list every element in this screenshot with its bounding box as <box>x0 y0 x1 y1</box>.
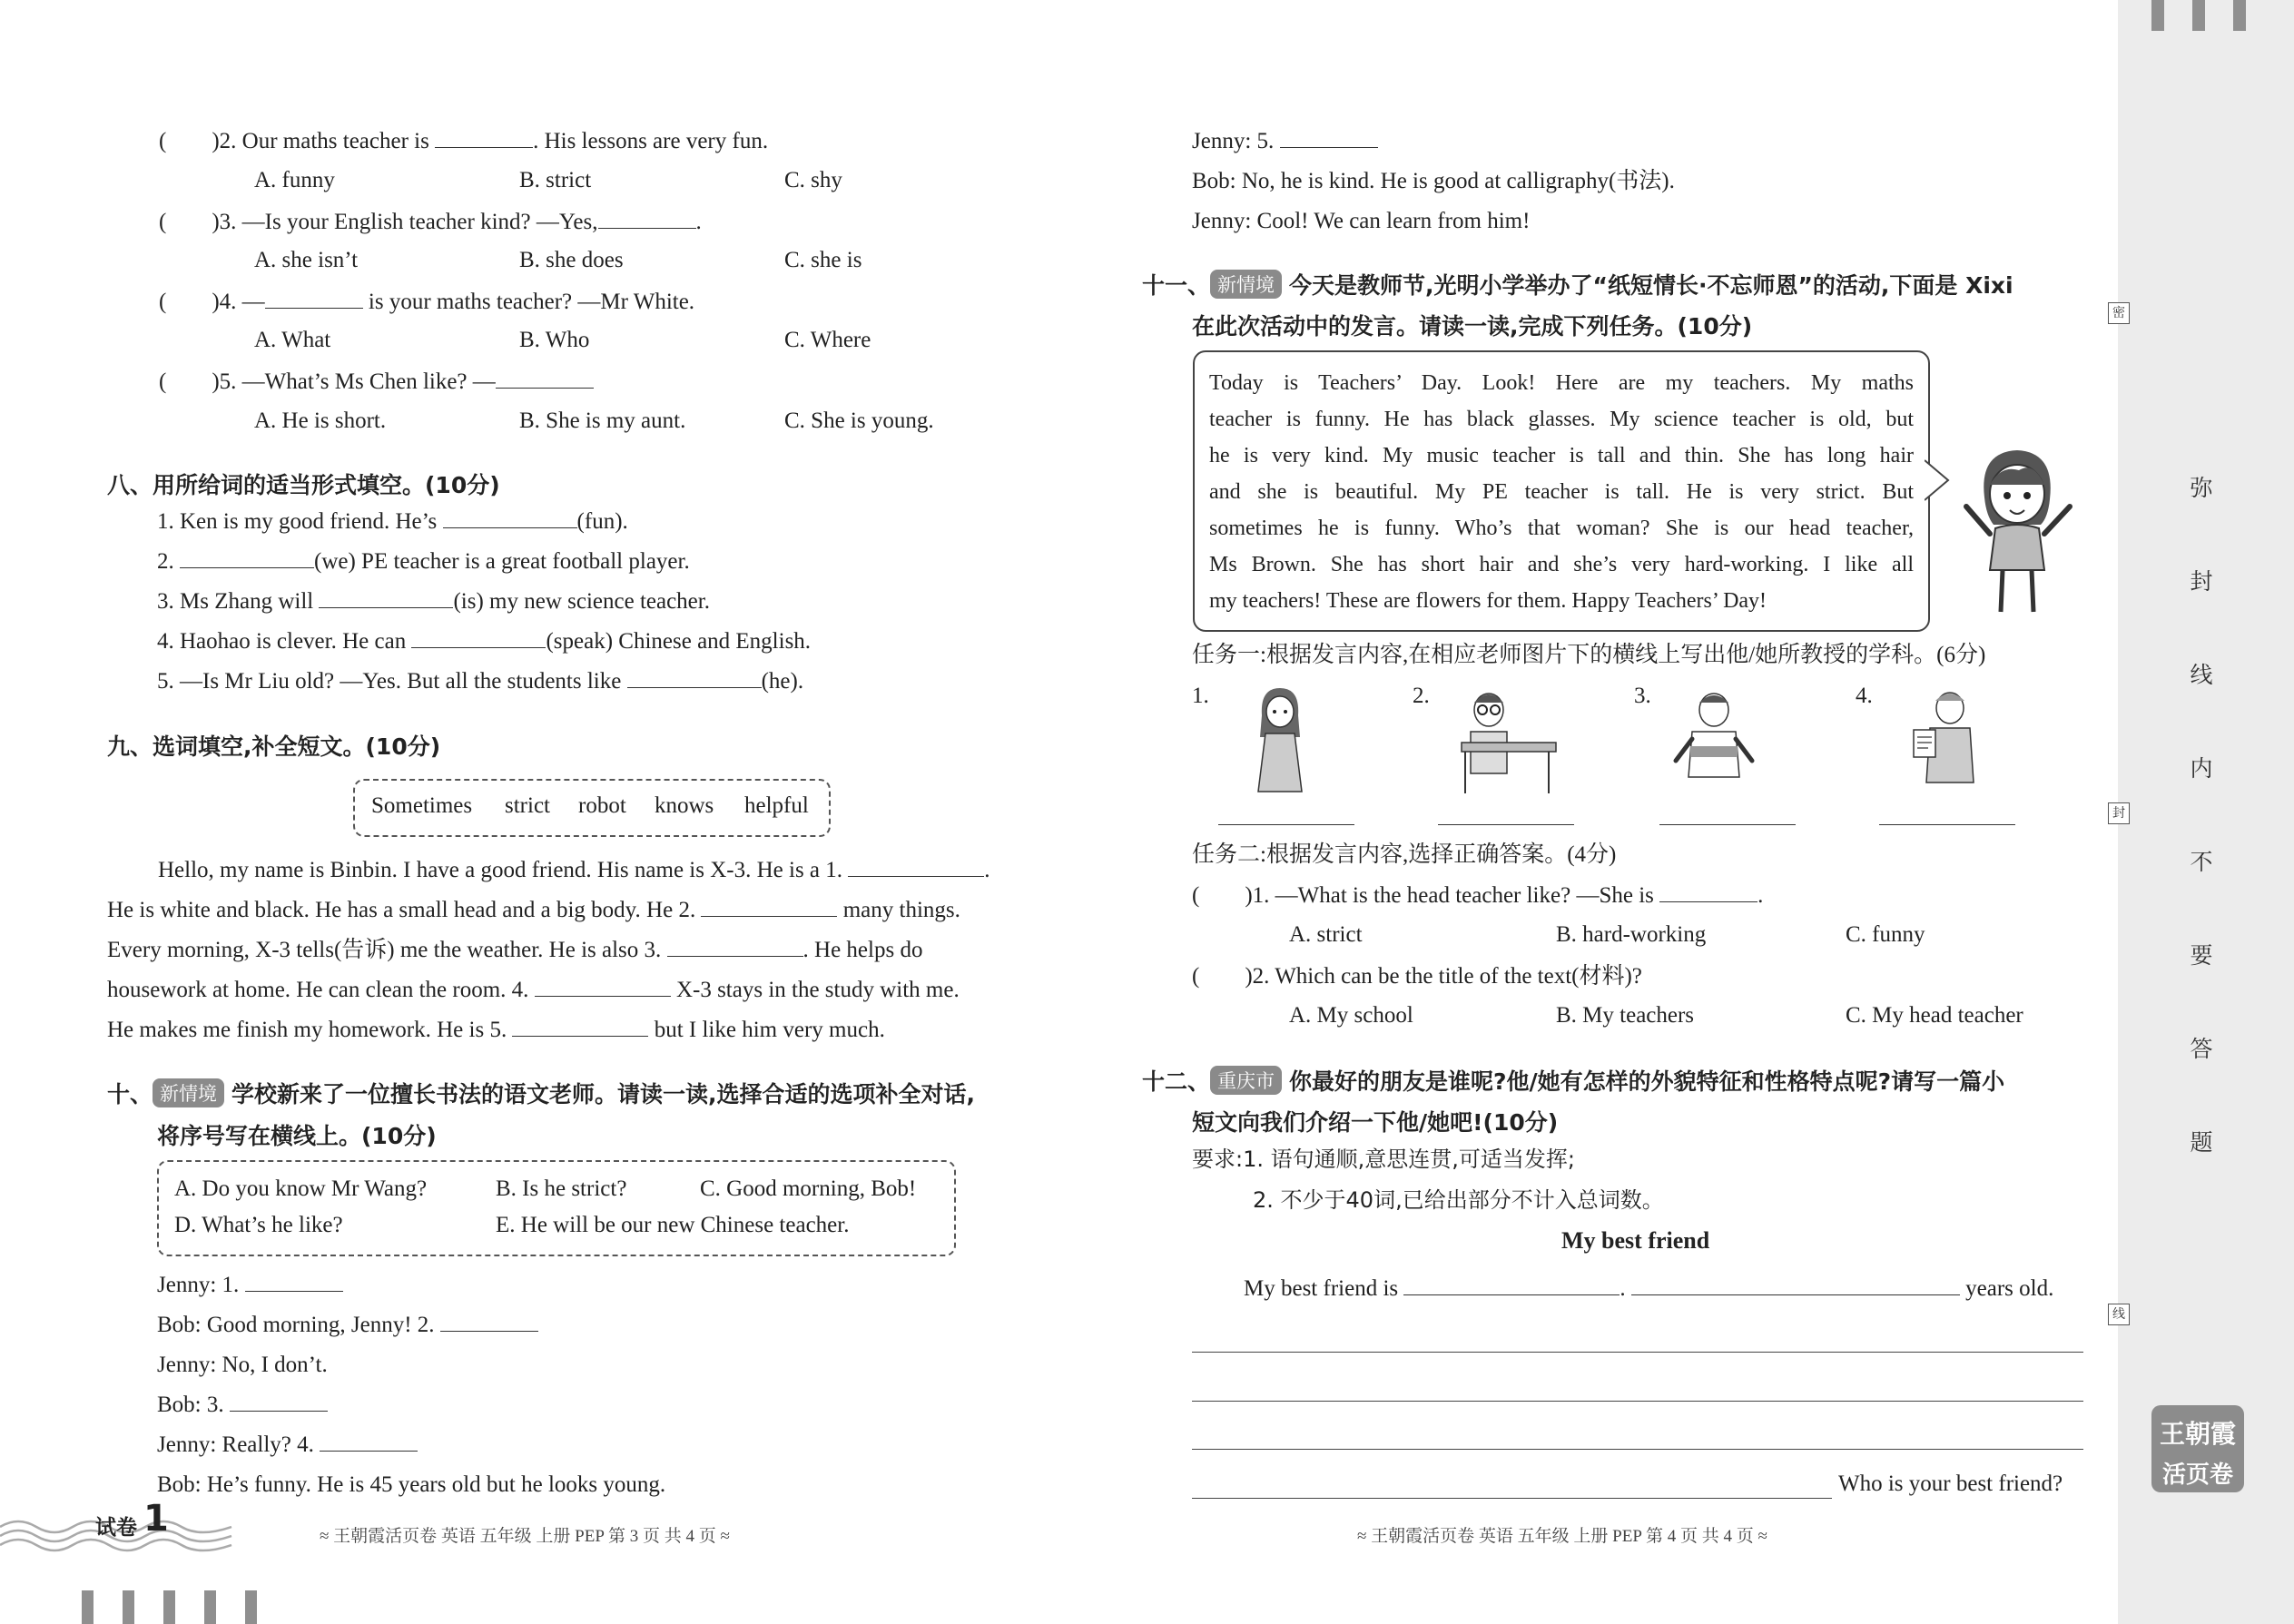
section-11-heading-cont: 在此次活动中的发言。请读一读,完成下列任务。(10分) <box>1192 313 1753 340</box>
option-b: B. hard-working <box>1556 922 1707 947</box>
question-stem: 3. —Is your English teacher kind? —Yes, <box>219 210 598 234</box>
writing-line[interactable] <box>1192 1449 2083 1450</box>
edge-tab <box>204 1590 216 1624</box>
science-teacher-picture <box>1906 683 1988 793</box>
edge-tab <box>123 1590 134 1624</box>
writing-line[interactable] <box>1192 1352 2083 1353</box>
picture-number: 2. <box>1413 684 1430 708</box>
question-stem-end: . <box>695 210 702 234</box>
answer-blank[interactable] <box>1659 883 1757 902</box>
section-9-heading: 九、选词填空,补全短文。(10分) <box>107 733 441 760</box>
dialogue-text: Jenny: 5. <box>1192 129 1275 153</box>
footer-caption: ≈ 王朝霞活页卷 英语 五年级 上册 PEP 第 3 页 共 4 页 ≈ <box>320 1527 730 1546</box>
answer-blank[interactable] <box>496 369 594 389</box>
seal-mark: 密 <box>2108 302 2130 324</box>
question-stem-end: . His lessons are very fun. <box>533 129 769 153</box>
binding-text-char: 不 <box>2190 849 2213 875</box>
heading-text: 学校新来了一位擅长书法的语文老师。请读一读,选择合适的选项补全对话, <box>231 1081 976 1107</box>
section-12-heading-cont: 短文向我们介绍一下他/她吧!(10分) <box>1192 1109 1559 1136</box>
heading-text: 你最好的朋友是谁呢?他/她有怎样的外貌特征和性格特点呢?请写一篇小 <box>1289 1068 2005 1095</box>
brand-logo <box>2151 1405 2244 1492</box>
dialogue-line-4 <box>157 1390 328 1421</box>
right-page <box>1144 0 2118 1624</box>
answer-blank[interactable] <box>535 978 671 997</box>
mc-question-4 <box>159 287 694 318</box>
brand-series: 活页卷 <box>2161 1462 2233 1489</box>
dialogue-text: Bob: Good morning, Jenny! 2. <box>157 1313 435 1337</box>
binding-text-char: 内 <box>2190 755 2213 782</box>
edge-tab <box>2151 0 2164 31</box>
dialogue-line-8: Bob: No, he is kind. He is good at calligraphy(书法). <box>1192 169 1675 193</box>
answer-blank[interactable] <box>435 129 533 148</box>
fill-item-2 <box>157 546 690 577</box>
option-b: B. Who <box>519 328 590 352</box>
option-a: A. she isn’t <box>254 248 359 272</box>
passage-text: but I like him very much. <box>654 1018 885 1042</box>
question-stem-end: is your maths teacher? —Mr White. <box>362 290 695 314</box>
section-number: 十、 <box>107 1081 153 1107</box>
brand-name: 王朝霞 <box>2159 1419 2236 1449</box>
binding-text-char: 答 <box>2190 1036 2213 1062</box>
answer-blank[interactable] <box>180 549 314 568</box>
binding-text-char: 题 <box>2190 1129 2213 1156</box>
paper-number: 1 <box>143 1498 169 1540</box>
question-stem: 4. — <box>219 290 265 314</box>
item-text: 4. Haohao is clever. He can <box>157 629 412 654</box>
word-bank-word: strict <box>505 793 550 818</box>
edge-tab <box>2192 0 2205 31</box>
passage-line: Today is Teachers’ Day. Look! Here are my teachers. My maths <box>1209 371 1914 395</box>
edge-tab <box>163 1590 175 1624</box>
item-text: 1. Ken is my good friend. He’s <box>157 509 443 534</box>
passage <box>1209 365 1914 619</box>
speech-bubble <box>1193 350 1930 632</box>
option-a: A. What <box>254 328 331 352</box>
answer-blank[interactable] <box>230 1393 328 1412</box>
item-text: 3. Ms Zhang will <box>157 589 320 614</box>
question-stem: 5. —What’s Ms Chen like? — <box>219 369 496 394</box>
essay-title: My best friend <box>1561 1227 1710 1254</box>
dialogue-line-3: Jenny: No, I don’t. <box>157 1353 328 1377</box>
passage-text: . <box>984 858 990 882</box>
binding-strip <box>2118 0 2294 1624</box>
option-a: A. My school <box>1289 1003 1413 1028</box>
picture-number: 1. <box>1192 684 1209 708</box>
section-11-heading <box>1142 268 2013 300</box>
binding-text-char: 封 <box>2190 568 2213 595</box>
word-bank-word: robot <box>578 793 626 818</box>
subject-answer-line[interactable] <box>1879 824 2015 825</box>
question-stem-end: . <box>1757 883 1764 908</box>
subject-answer-line[interactable] <box>1438 824 1574 825</box>
option-c: C. My head teacher <box>1846 1003 2023 1028</box>
fill-item-4 <box>157 626 811 657</box>
passage-text: He is white and black. He has a small head and a big body. He 2. <box>107 898 696 922</box>
new-context-badge: 新情境 <box>1210 270 1282 299</box>
left-page <box>0 0 1144 1624</box>
new-context-badge: 新情境 <box>153 1078 224 1107</box>
passage-text: Every morning, X-3 tells(告诉) me the weather. He is also 3. <box>107 938 662 962</box>
section-10-heading <box>107 1077 975 1109</box>
answer-paren-close: ) <box>212 369 220 394</box>
dialogue-option: D. What’s he like? <box>174 1213 343 1237</box>
passage-line: and she is beautiful. My PE teacher is tall. He is very strict. But <box>1209 480 1914 504</box>
essay-ending: Who is your best friend? <box>1838 1471 2063 1496</box>
seal-mark: 线 <box>2108 1304 2130 1325</box>
male-teacher-glasses-picture <box>1452 683 1561 793</box>
item-hint: (is) my new science teacher. <box>453 589 710 614</box>
item-text: 2. <box>157 549 180 574</box>
task-1-instruction: 任务一:根据发言内容,在相应老师图片下的横线上写出他/她所教授的学科。(6分) <box>1192 643 1986 667</box>
binding-text-char: 要 <box>2190 942 2213 969</box>
dialogue-text: Jenny: Really? 4. <box>157 1432 314 1457</box>
question-stem: 2. Our maths teacher is <box>219 129 436 153</box>
answer-blank[interactable] <box>265 290 363 309</box>
picture-number: 3. <box>1634 684 1651 708</box>
option-b: B. My teachers <box>1556 1003 1695 1028</box>
dialogue-line-6: Bob: He’s funny. He is 45 years old but he looks young. <box>157 1472 666 1497</box>
dialogue-option: A. Do you know Mr Wang? <box>174 1176 428 1201</box>
requirement-2: 2. 不少于40词,已给出部分不计入总词数。 <box>1253 1187 1664 1213</box>
dialogue-line-2 <box>157 1310 538 1341</box>
answer-blank[interactable] <box>512 1018 648 1037</box>
answer-paren-close: ) <box>1245 883 1253 908</box>
essay-text: years old. <box>1965 1276 2054 1301</box>
passage-text: housework at home. He can clean the room. 4. <box>107 978 529 1002</box>
answer-paren-close: ) <box>212 210 220 234</box>
fill-item-1 <box>157 507 628 537</box>
word-bank-word: helpful <box>744 793 809 818</box>
dialogue-option: C. Good morning, Bob! <box>700 1176 917 1201</box>
passage-line-2 <box>107 895 960 926</box>
answer-blank[interactable] <box>411 629 546 648</box>
dialogue-option: B. Is he strict? <box>496 1176 627 1201</box>
task-2-question-2 <box>1192 961 1642 992</box>
essay-text: My best friend is <box>1244 1276 1399 1301</box>
item-hint: (speak) Chinese and English. <box>546 629 812 654</box>
answer-blank[interactable] <box>245 1273 343 1292</box>
word-bank-box <box>353 779 831 837</box>
question-stem: 2. Which can be the title of the text(材料)? <box>1252 964 1642 989</box>
word-bank-word: Sometimes <box>371 793 473 818</box>
footer-caption: ≈ 王朝霞活页卷 英语 五年级 上册 PEP 第 4 页 共 4 页 ≈ <box>1357 1527 1767 1546</box>
answer-blank[interactable] <box>319 589 453 608</box>
paper-label: 试卷 <box>95 1516 137 1540</box>
item-hint: (he). <box>761 669 804 694</box>
section-10-heading-cont: 将序号写在横线上。(10分) <box>157 1123 437 1149</box>
option-c: C. Where <box>784 328 871 352</box>
option-c: C. She is young. <box>784 408 934 433</box>
answer-paren-open: ( <box>159 210 167 234</box>
edge-tab <box>82 1590 94 1624</box>
passage-text: Hello, my name is Binbin. I have a good friend. His name is X-3. He is a 1. <box>158 858 843 882</box>
option-a: A. He is short. <box>254 408 387 433</box>
binding-text-char: 弥 <box>2190 475 2213 501</box>
seal-mark: 封 <box>2108 802 2130 824</box>
passage-line: sometimes he is funny. Who’s that woman? She is our head teacher, <box>1209 517 1914 540</box>
answer-blank[interactable] <box>320 1432 418 1452</box>
answer-blank[interactable] <box>440 1313 538 1332</box>
requirement-1: 要求:1. 语句通顺,意思连贯,可适当发挥; <box>1192 1147 1575 1172</box>
option-b: B. She is my aunt. <box>519 408 686 433</box>
section-8-heading: 八、用所给词的适当形式填空。(10分) <box>107 472 500 498</box>
girl-speaker-illustration <box>1943 434 2088 615</box>
passage-line: he is very kind. My music teacher is tall and thin. She has long hair <box>1209 444 1914 468</box>
option-c: C. funny <box>1846 922 1925 947</box>
edge-tab <box>245 1590 257 1624</box>
dialogue-options-box <box>157 1160 956 1256</box>
answer-paren-open: ( <box>159 369 167 394</box>
answer-blank[interactable] <box>598 210 696 229</box>
option-b: B. she does <box>519 248 624 272</box>
dialogue-line-1 <box>157 1270 343 1301</box>
option-c: C. shy <box>784 168 842 192</box>
passage-line-5 <box>107 1015 885 1046</box>
dialogue-line-9: Jenny: Cool! We can learn from him! <box>1192 209 1531 233</box>
dialogue-text: Bob: 3. <box>157 1393 224 1417</box>
subject-answer-line[interactable] <box>1659 824 1796 825</box>
answer-paren-open: ( <box>1192 964 1200 989</box>
fill-item-3 <box>157 586 710 617</box>
answer-paren-open: ( <box>159 129 167 153</box>
question-stem: 1. —What is the head teacher like? —She is <box>1252 883 1654 908</box>
dialogue-option: E. He will be our new Chinese teacher. <box>496 1213 850 1237</box>
passage-text: He makes me finish my homework. He is 5. <box>107 1018 507 1042</box>
task-2-question-1 <box>1192 881 1763 911</box>
section-12-heading <box>1142 1064 2004 1097</box>
essay-first-line: My best friend is . years old. <box>1244 1276 2054 1301</box>
region-badge: 重庆市 <box>1210 1066 1282 1095</box>
answer-blank[interactable] <box>1403 1276 1620 1295</box>
dialogue-line-5 <box>157 1430 418 1461</box>
writing-line[interactable] <box>1192 1401 2083 1402</box>
passage-line: Ms Brown. She has short hair and she’s very hard-working. I like all <box>1209 553 1914 576</box>
item-hint: (we) PE teacher is a great football player. <box>314 549 690 574</box>
pe-teacher-picture <box>1669 683 1759 793</box>
option-a: A. strict <box>1289 922 1363 947</box>
passage-text: . He helps do <box>802 938 923 962</box>
answer-blank[interactable] <box>848 858 984 877</box>
passage-line-1 <box>158 855 990 886</box>
answer-paren-close: ) <box>212 290 220 314</box>
dialogue-text: Jenny: 1. <box>157 1273 240 1297</box>
female-teacher-picture <box>1244 683 1316 793</box>
option-a: A. funny <box>254 168 335 192</box>
picture-number: 4. <box>1856 684 1873 708</box>
passage-line: my teachers! These are flowers for them. Happy Teachers’ Day! <box>1209 589 1767 613</box>
option-b: B. strict <box>519 168 592 192</box>
subject-answer-line[interactable] <box>1218 824 1354 825</box>
writing-line[interactable] <box>1192 1498 1832 1499</box>
answer-paren-close: ) <box>1245 964 1253 989</box>
passage-line: teacher is funny. He has black glasses. My science teacher is old, but <box>1209 408 1914 431</box>
passage-line-4 <box>107 975 960 1006</box>
mc-question-2 <box>159 126 768 157</box>
answer-paren-open: ( <box>159 290 167 314</box>
answer-blank[interactable] <box>1631 1276 1960 1295</box>
answer-blank[interactable] <box>627 669 762 688</box>
dialogue-line-7 <box>1192 126 1378 157</box>
passage-text: X-3 stays in the study with me. <box>675 978 960 1002</box>
answer-blank[interactable] <box>443 509 577 528</box>
item-text: 5. —Is Mr Liu old? —Yes. But all the students like <box>157 669 627 694</box>
fill-item-5 <box>157 666 803 697</box>
answer-blank[interactable] <box>667 938 803 957</box>
heading-text: 今天是教师节,光明小学举办了“纸短情长·不忘师恩”的活动,下面是 Xixi <box>1289 272 2013 299</box>
answer-blank[interactable] <box>701 898 837 917</box>
answer-paren-open: ( <box>1192 883 1200 908</box>
section-number: 十二、 <box>1142 1068 1211 1095</box>
passage-line-3 <box>107 935 922 966</box>
option-c: C. she is <box>784 248 862 272</box>
item-hint: (fun). <box>576 509 628 534</box>
answer-paren-close: ) <box>212 129 220 153</box>
answer-blank[interactable] <box>1280 129 1378 148</box>
word-bank-word: knows <box>655 793 714 818</box>
mc-question-5 <box>159 367 594 398</box>
binding-text-char: 线 <box>2190 662 2213 688</box>
section-number: 十一、 <box>1142 272 1211 299</box>
task-2-instruction: 任务二:根据发言内容,选择正确答案。(4分) <box>1192 842 1617 867</box>
mc-question-3 <box>159 207 702 238</box>
edge-tab <box>2233 0 2246 31</box>
passage-text: many things. <box>842 898 960 922</box>
